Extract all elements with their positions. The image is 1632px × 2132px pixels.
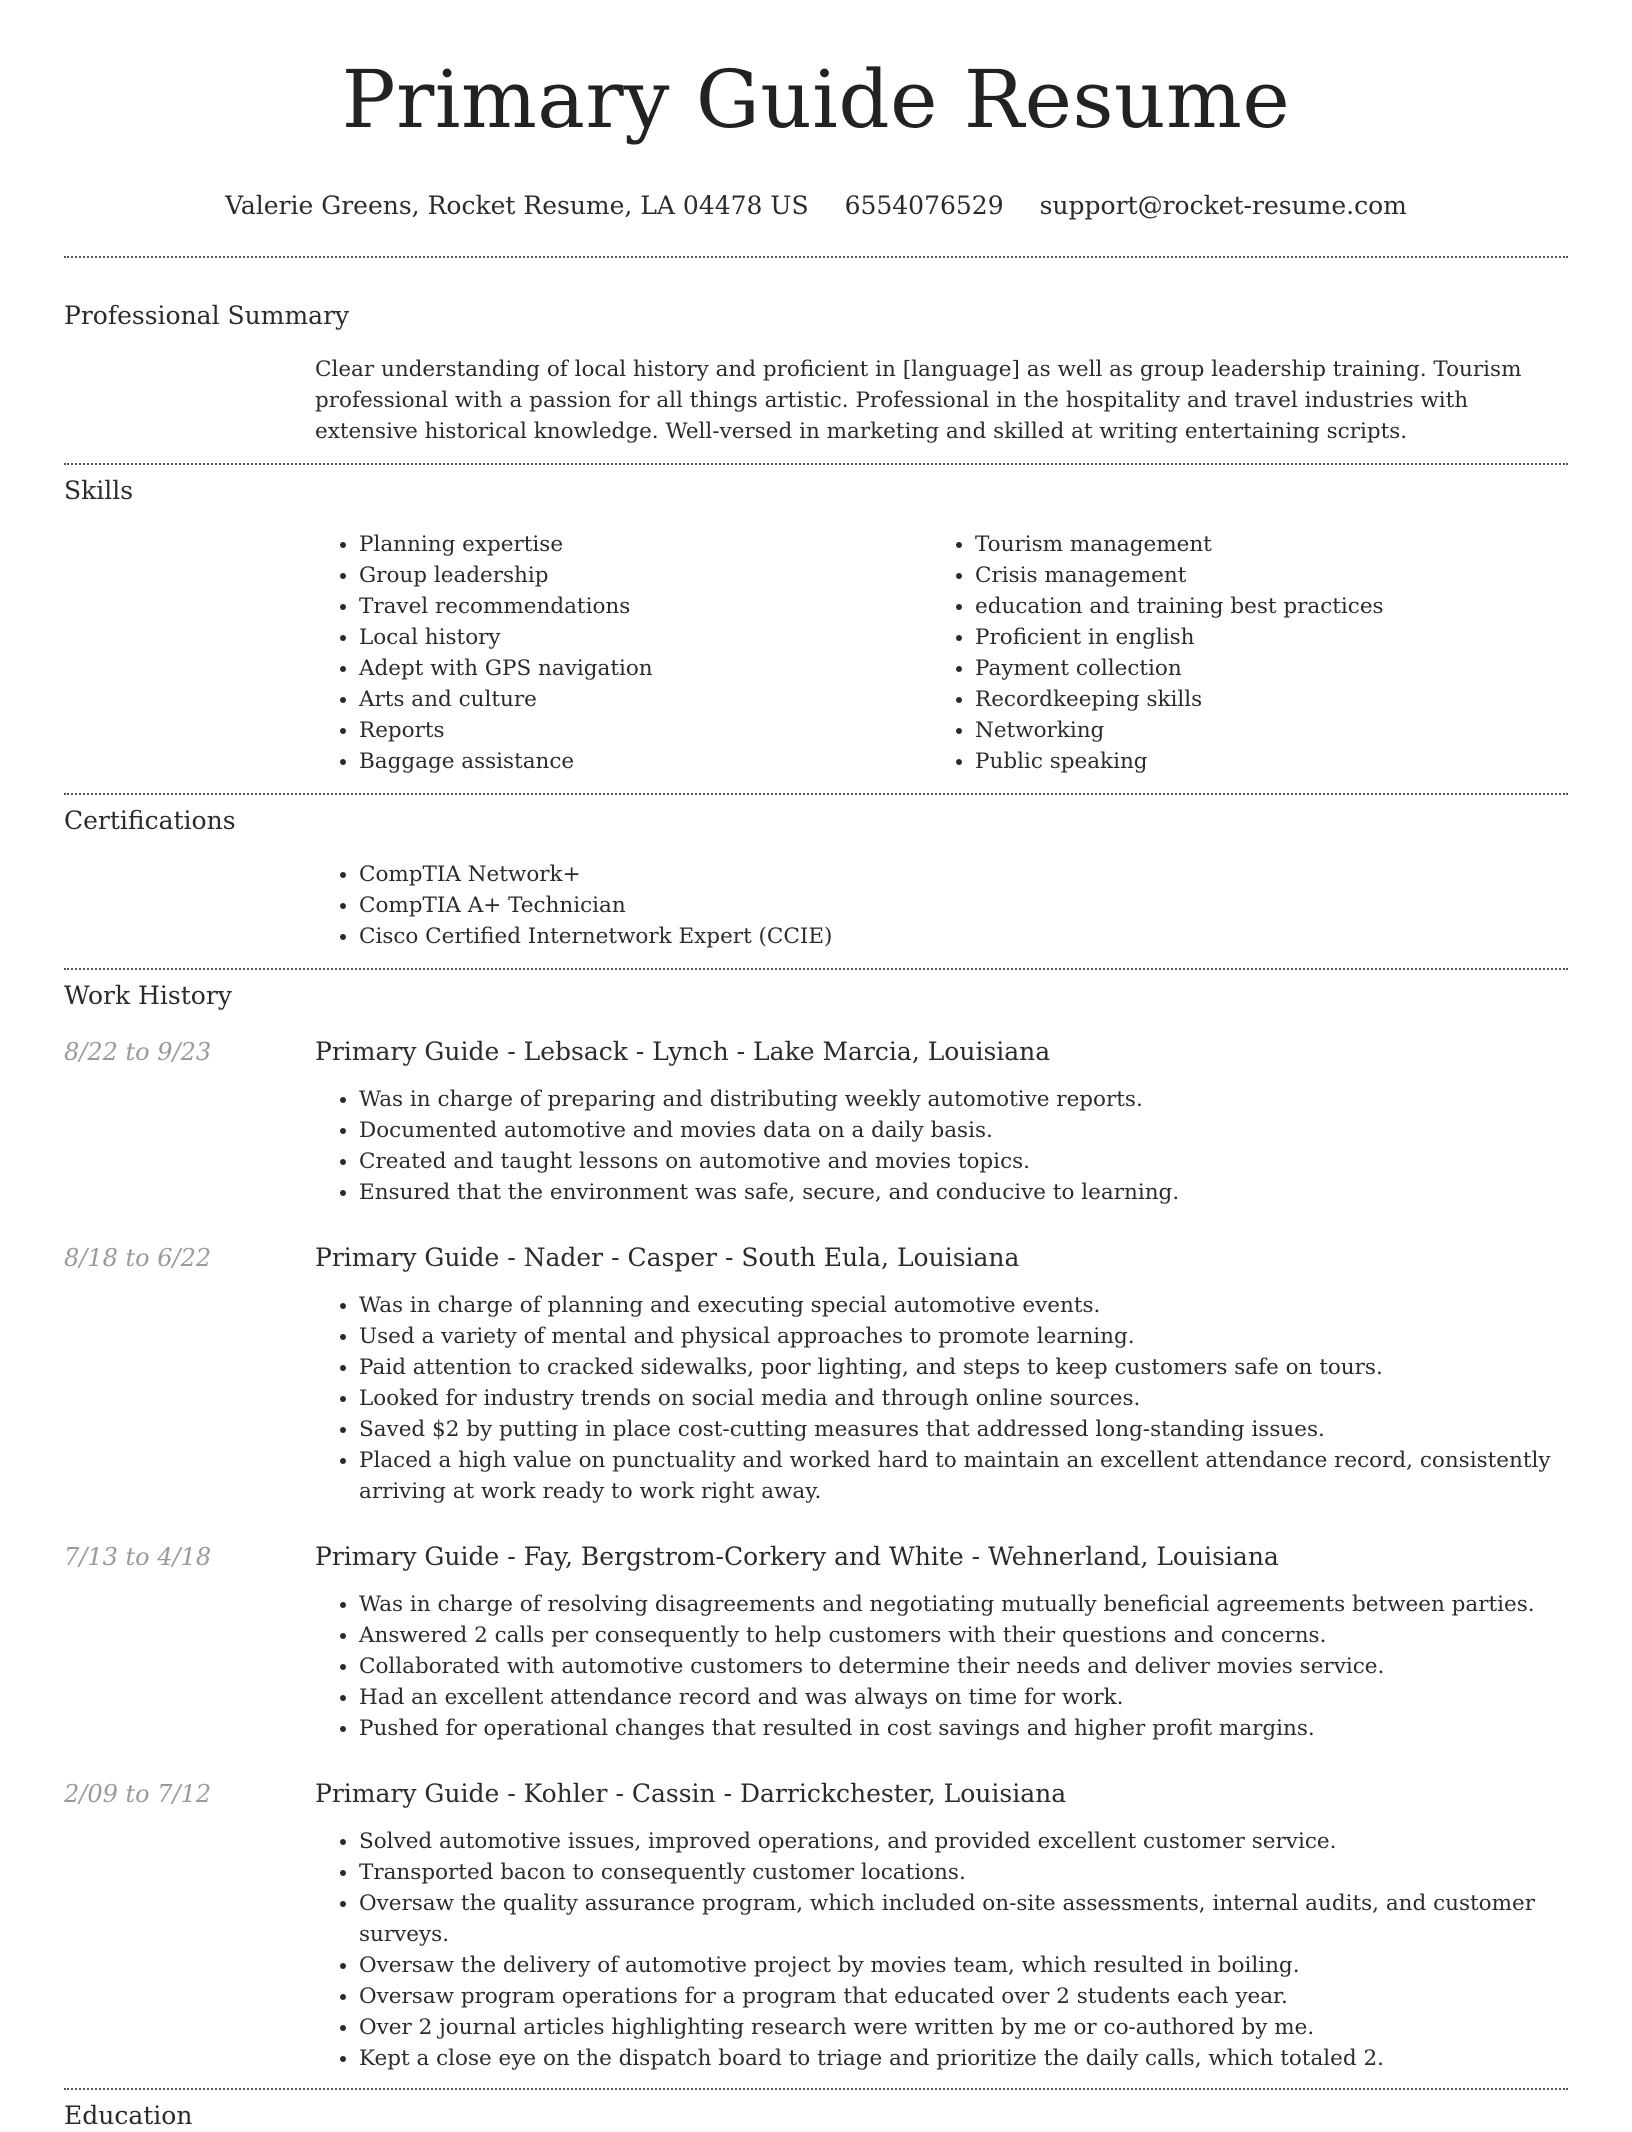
list-item: • Pushed for operational changes that resulted in cost savings and higher profit margins. [359,1713,1568,1744]
list-item: • Public speaking [975,746,1547,777]
list-item: • Oversaw program operations for a program that educated over 2 students each year. [359,1981,1568,2012]
list-item: • Proficient in english [975,622,1547,653]
job-dates: 2/09 to 7/12 [64,1780,212,1808]
job-dates: 8/22 to 9/23 [64,1038,212,1066]
job-dates: 8/18 to 6/22 [64,1244,212,1272]
certifications-section [64,795,1568,968]
job-title: Primary Guide - Lebsack - Lynch - Lake Marcia, Louisiana [315,1037,1051,1066]
list-item: • Reports [359,715,931,746]
skills-section [64,465,1568,793]
list-item: • Crisis management [975,560,1547,591]
list-item: • Was in charge of planning and executing special automotive events. [359,1290,1568,1321]
section-heading-work-history: Work History [64,981,232,1010]
contact-email: support@rocket-resume.com [1039,191,1407,220]
list-item: • Used a variety of mental and physical approaches to promote learning. [359,1321,1568,1352]
list-item: • Was in charge of preparing and distributing weekly automotive reports. [359,1084,1568,1115]
list-item: • Solved automotive issues, improved operations, and provided excellent customer service. [359,1826,1568,1857]
list-item: • Payment collection [975,653,1547,684]
list-item: • Planning expertise [359,529,931,560]
list-item: • Collaborated with automotive customers to determine their needs and deliver movies service. [359,1651,1568,1682]
skills-column-right [931,529,1547,777]
skills-column-left [315,529,931,777]
list-item: • Arts and culture [359,684,931,715]
section-heading-certifications: Certifications [64,806,236,835]
job-title: Primary Guide - Nader - Casper - South Eula, Louisiana [315,1243,1020,1272]
job-entry [64,1036,1568,1208]
list-item: • CompTIA A+ Technician [359,890,1568,921]
contact-line [64,190,1568,222]
list-item: • Oversaw the delivery of automotive project by movies team, which resulted in boiling. [359,1950,1568,1981]
list-item: • Transported bacon to consequently customer locations. [359,1857,1568,1888]
contact-phone: 6554076529 [844,191,1004,220]
job-dates: 7/13 to 4/18 [64,1543,212,1571]
contact-address: Valerie Greens, Rocket Resume, LA 04478 US [225,191,809,220]
list-item: • Group leadership [359,560,931,591]
list-item: • Saved $2 by putting in place cost-cutting measures that addressed long-standing issues. [359,1414,1568,1445]
list-item: • Kept a close eye on the dispatch board to triage and prioritize the daily calls, which totaled 2. [359,2043,1568,2074]
section-heading-education: Education [64,2101,193,2130]
job-title: Primary Guide - Fay, Bergstrom-Corkery and White - Wehnerland, Louisiana [315,1542,1279,1571]
list-item: • Travel recommendations [359,591,931,622]
education-section [64,2090,1568,2132]
summary-text: Clear understanding of local history and proficient in [language] as well as group leadership training. Tourism professional with a passion for all things artistic. Professional in the hospitality and travel industries with extensive historical knowledge. Well-versed in marketing and skilled at writing entertaining scripts. [315,357,1522,444]
section-heading-skills: Skills [64,476,134,505]
job-entry [64,1541,1568,1744]
list-item: • Tourism management [975,529,1547,560]
job-entry [64,1242,1568,1507]
list-item: • Over 2 journal articles highlighting research were written by me or co-authored by me. [359,2012,1568,2043]
job-entry [64,1778,1568,2088]
list-item: • Paid attention to cracked sidewalks, poor lighting, and steps to keep customers safe on tours. [359,1352,1568,1383]
list-item: • Adept with GPS navigation [359,653,931,684]
list-item: • Documented automotive and movies data on a daily basis. [359,1115,1568,1146]
list-item: • Baggage assistance [359,746,931,777]
list-item: • Was in charge of resolving disagreements and negotiating mutually beneficial agreements between parties. [359,1589,1568,1620]
section-heading-summary: Professional Summary [64,301,350,330]
list-item: • Cisco Certified Internetwork Expert (CCIE) [359,921,1568,952]
list-item: • Answered 2 calls per consequently to help customers with their questions and concerns. [359,1620,1568,1651]
list-item: • Local history [359,622,931,653]
work-history-section [64,970,1568,2088]
list-item: • Had an excellent attendance record and was always on time for work. [359,1682,1568,1713]
list-item: • CompTIA Network+ [359,859,1568,890]
list-item: • Placed a high value on punctuality and worked hard to maintain an excellent attendance record, consistently arriving at work ready to work right away. [359,1445,1568,1507]
list-item: • Recordkeeping skills [975,684,1547,715]
list-item: • Oversaw the quality assurance program, which included on-site assessments, internal audits, and customer surveys. [359,1888,1568,1950]
list-item: • education and training best practices [975,591,1547,622]
list-item: • Networking [975,715,1547,746]
list-item: • Created and taught lessons on automotive and movies topics. [359,1146,1568,1177]
list-item: • Looked for industry trends on social media and through online sources. [359,1383,1568,1414]
list-item: • Ensured that the environment was safe, secure, and conducive to learning. [359,1177,1568,1208]
resume-title: Primary Guide Resume [341,53,1291,146]
job-title: Primary Guide - Kohler - Cassin - Darrickchester, Louisiana [315,1779,1067,1808]
summary-section [64,258,1568,463]
